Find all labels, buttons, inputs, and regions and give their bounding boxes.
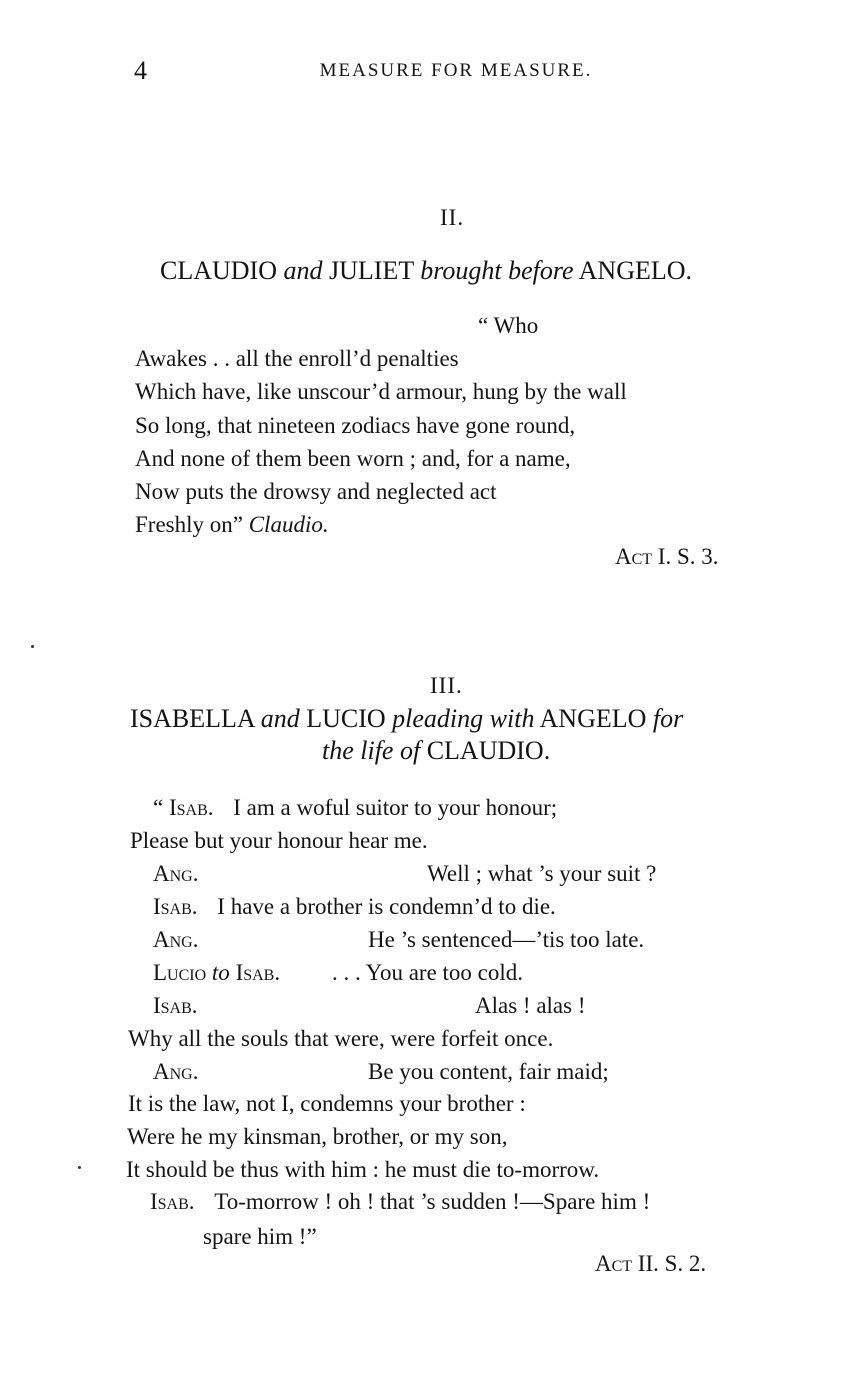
- dialogue-text: Alas ! alas !: [475, 993, 586, 1018]
- section-numeral: II.: [440, 205, 465, 230]
- speaker-name: Isab.: [235, 960, 281, 985]
- dialogue-line: [150, 1189, 650, 1215]
- dialogue-line: It is the law, not I, condemns your brother :: [128, 1091, 526, 1116]
- verse-line: [135, 512, 329, 538]
- title-name: ANGELO: [539, 704, 647, 733]
- verse-speaker: Claudio.: [248, 512, 329, 537]
- title-phrase: for: [652, 704, 684, 733]
- verse-line: Now puts the drowsy and neglected act: [135, 479, 497, 504]
- verse-line: “ Who: [478, 313, 539, 338]
- dialogue-text: . . . You are too cold.: [332, 960, 524, 985]
- speaker-name: Isab.: [153, 993, 198, 1018]
- title-phrase: brought before: [420, 256, 574, 285]
- title-phrase: the life of: [322, 736, 421, 765]
- dialogue-line: spare him !”: [203, 1224, 317, 1249]
- dialogue-text: To-morrow ! oh ! that ’s sudden !—Spare him !: [214, 1189, 651, 1214]
- dialogue-line: [153, 960, 280, 986]
- section-title: [130, 704, 683, 734]
- speaker-name: Isab.: [150, 1189, 195, 1214]
- speaker-name: Ang.: [153, 927, 199, 952]
- dialogue-line: Were he my kinsman, brother, or my son,: [127, 1124, 508, 1149]
- title-name: CLAUDIO: [160, 256, 277, 285]
- page-speck: [31, 645, 34, 648]
- speaker-name: Ang.: [153, 1059, 199, 1084]
- act-reference: Act I. S. 3.: [615, 544, 719, 569]
- speaker-name: “ Isab.: [153, 795, 214, 820]
- dialogue-line: [153, 894, 556, 920]
- dialogue-text: He ’s sentenced—’tis too late.: [368, 927, 645, 952]
- dialogue-line: Why all the souls that were, were forfeit once.: [128, 1026, 554, 1051]
- verse-line: And none of them been worn ; and, for a name,: [135, 446, 571, 471]
- section-title-continued: [322, 736, 550, 766]
- verse-text: Freshly on”: [135, 512, 243, 537]
- dialogue-text: I have a brother is condemn’d to die.: [217, 894, 556, 919]
- dialogue-text: Be you content, fair maid;: [368, 1059, 609, 1084]
- page-speck: [78, 1166, 81, 1169]
- title-name: JULIET: [329, 256, 414, 285]
- page-number: 4: [134, 56, 147, 85]
- dialogue-text: I am a woful suitor to your honour;: [233, 795, 558, 820]
- section-title: [160, 256, 692, 286]
- verse-line: Awakes . . all the enroll’d penalties: [135, 346, 459, 371]
- verse-line: So long, that nineteen zodiacs have gone round,: [135, 413, 576, 438]
- title-name: CLAUDIO.: [426, 736, 551, 765]
- dialogue-line: [153, 795, 557, 821]
- speaker-name: Lucio: [153, 960, 207, 985]
- act-reference: Act II. S. 2.: [595, 1251, 707, 1276]
- speaker-name: Isab.: [153, 894, 198, 919]
- dialogue-text: Well ; what ’s your suit ?: [427, 861, 657, 886]
- running-title: MEASURE FOR MEASURE.: [319, 60, 593, 81]
- section-numeral: III.: [430, 673, 463, 698]
- title-name: LUCIO: [306, 704, 386, 733]
- stage-direction: to: [211, 960, 230, 985]
- title-conjunction: and: [260, 704, 300, 733]
- speaker-name: Ang.: [153, 861, 199, 886]
- title-phrase: pleading with: [392, 704, 535, 733]
- dialogue-line: Please but your honour hear me.: [130, 828, 428, 853]
- title-conjunction: and: [283, 256, 323, 285]
- title-name: ISABELLA: [130, 704, 255, 733]
- title-name: ANGELO.: [578, 256, 693, 285]
- dialogue-line: It should be thus with him : he must die to-morrow.: [126, 1157, 600, 1182]
- verse-line: Which have, like unscour’d armour, hung by the wall: [135, 379, 627, 404]
